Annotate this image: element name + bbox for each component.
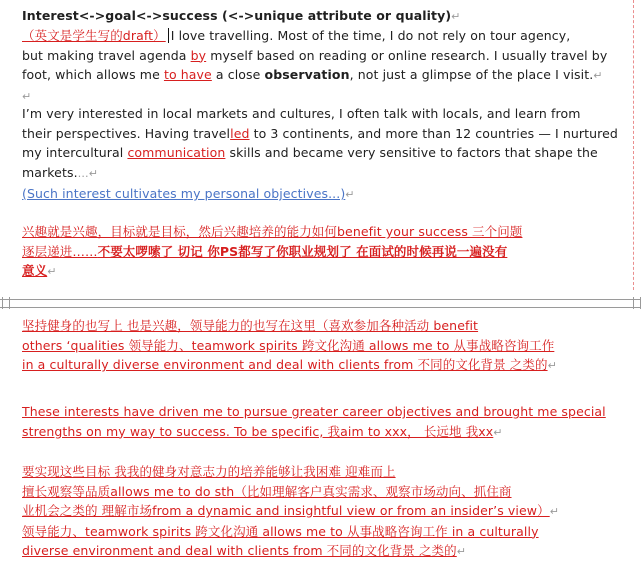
paragraph-4[interactable] bbox=[22, 222, 620, 282]
paragraph-5[interactable] bbox=[22, 316, 620, 376]
paragraph-mark: ↵ bbox=[456, 545, 467, 558]
paragraph-3[interactable] bbox=[22, 184, 620, 205]
p1-text-f: , not just a glimpse of the place I visit. bbox=[349, 67, 594, 82]
q3-line-b: 擅长观察等品质allows me to do sth（比如理解客户真实需求、观察市场动向、抓住商 bbox=[22, 483, 512, 499]
text-cursor bbox=[168, 28, 169, 43]
p1-text-b: but making travel agenda bbox=[22, 47, 191, 63]
paragraph-2[interactable] bbox=[22, 104, 620, 183]
p2-text-b: their perspectives. Having travel bbox=[22, 125, 231, 141]
heading-text: Interest<->goal<->success (<->unique attribute or quality) bbox=[22, 8, 452, 23]
paragraph-mark: ↵ bbox=[549, 505, 560, 518]
edit-by: by bbox=[190, 47, 207, 63]
p1-text-c: myself based on reading or online research. I usually travel by bbox=[206, 47, 608, 63]
q3-line-e: diverse environment and deal with clients from 不同的文化背景 之类的 bbox=[22, 543, 457, 558]
p1-text-a: I love travelling. Most of the time, I do not rely on tour agency, bbox=[170, 28, 571, 43]
q2-line-b: strengths on my way to success. To be specific, 我aim to xxx， 长远地 我xx bbox=[22, 423, 494, 439]
q2-line-a: These interests have driven me to pursue greater career objectives and brought me special bbox=[22, 404, 606, 419]
paragraph-mark: ↵ bbox=[47, 265, 57, 278]
paragraph-mark: ↵ bbox=[493, 425, 503, 439]
draft-note: （英文是学生写的draft） bbox=[22, 28, 166, 43]
paragraph-mark: ↵ bbox=[547, 359, 557, 372]
comment-line-b: 逐层递进…… bbox=[22, 243, 98, 259]
p2-text-c: to 3 continents, and more than 12 countries — I nurtured bbox=[249, 125, 618, 141]
paragraph-7[interactable] bbox=[22, 462, 620, 562]
paragraph-mark: ↵ bbox=[345, 188, 355, 201]
q1-line-a: 坚持健身的也写上 也是兴趣，领导能力的也写在这里（喜欢参加各种活动 benefit bbox=[22, 318, 479, 333]
document-page-2 bbox=[0, 312, 641, 580]
q3-line-c: 业机会之类的 理解市场from a dynamic and insightful view or from an insider’s view） bbox=[22, 503, 550, 518]
paragraph-mark: ↵ bbox=[593, 69, 603, 82]
paragraph-1[interactable] bbox=[22, 26, 620, 106]
q1-line-c: in a culturally diverse environment and deal with clients from 不同的文化背景 之类的 bbox=[22, 357, 548, 372]
q3-line-a: 要实现这些目标 我我的健身对意志力的培养能够让我困难 迎难而上 bbox=[22, 464, 396, 479]
paragraph-mark: ↵ bbox=[451, 10, 461, 23]
comment-line-a: 兴趣就是兴趣，目标就是目标，然后兴趣培养的能力如何benefit your success 三个问题 bbox=[22, 224, 523, 239]
p2-text-f: markets. bbox=[22, 164, 78, 180]
revision-bar bbox=[633, 0, 635, 290]
edit-to-have: to have bbox=[163, 67, 212, 82]
q3-line-d: 领导能力、teamwork spirits 跨文化沟通 allows me to 从事战略咨询工作 in a culturally bbox=[22, 523, 539, 539]
paragraph-mark: ↵ bbox=[88, 166, 99, 180]
page-break bbox=[0, 295, 641, 312]
p2-text-e: skills and became very sensitive to factors that shape the bbox=[225, 145, 598, 160]
p1-text-e: a close bbox=[211, 67, 265, 82]
page-corner-left bbox=[2, 297, 10, 309]
comment-line-c: 意义 bbox=[22, 263, 48, 278]
p1-text-d: foot, which allows me bbox=[22, 67, 164, 82]
blue-note: (Such interest cultivates my personal objectives...) bbox=[22, 186, 346, 201]
edit-led: led bbox=[230, 125, 250, 141]
comment-bold: 不要太啰嗦了 切记 你PS都写了你职业规划了 在面试的时候再说一遍没有 bbox=[97, 243, 508, 259]
p2-text-a: I’m very interested in local markets and cultures, I often talk with locals, and learn from bbox=[22, 106, 581, 121]
heading-line[interactable] bbox=[22, 6, 620, 27]
edit-communication: communication bbox=[127, 145, 226, 160]
paragraph-mark: ↵ bbox=[22, 89, 32, 103]
page-corner-right bbox=[633, 297, 641, 309]
p2-text-d: my intercultural bbox=[22, 145, 128, 160]
paragraph-6[interactable] bbox=[22, 402, 620, 442]
ellipsis-mark: … bbox=[77, 166, 89, 180]
edit-observation: observation bbox=[264, 67, 350, 82]
q1-line-b: others ‘qualities 领导能力、teamwork spirits 跨文化沟通 allows me to 从事战略咨询工作 bbox=[22, 337, 555, 353]
